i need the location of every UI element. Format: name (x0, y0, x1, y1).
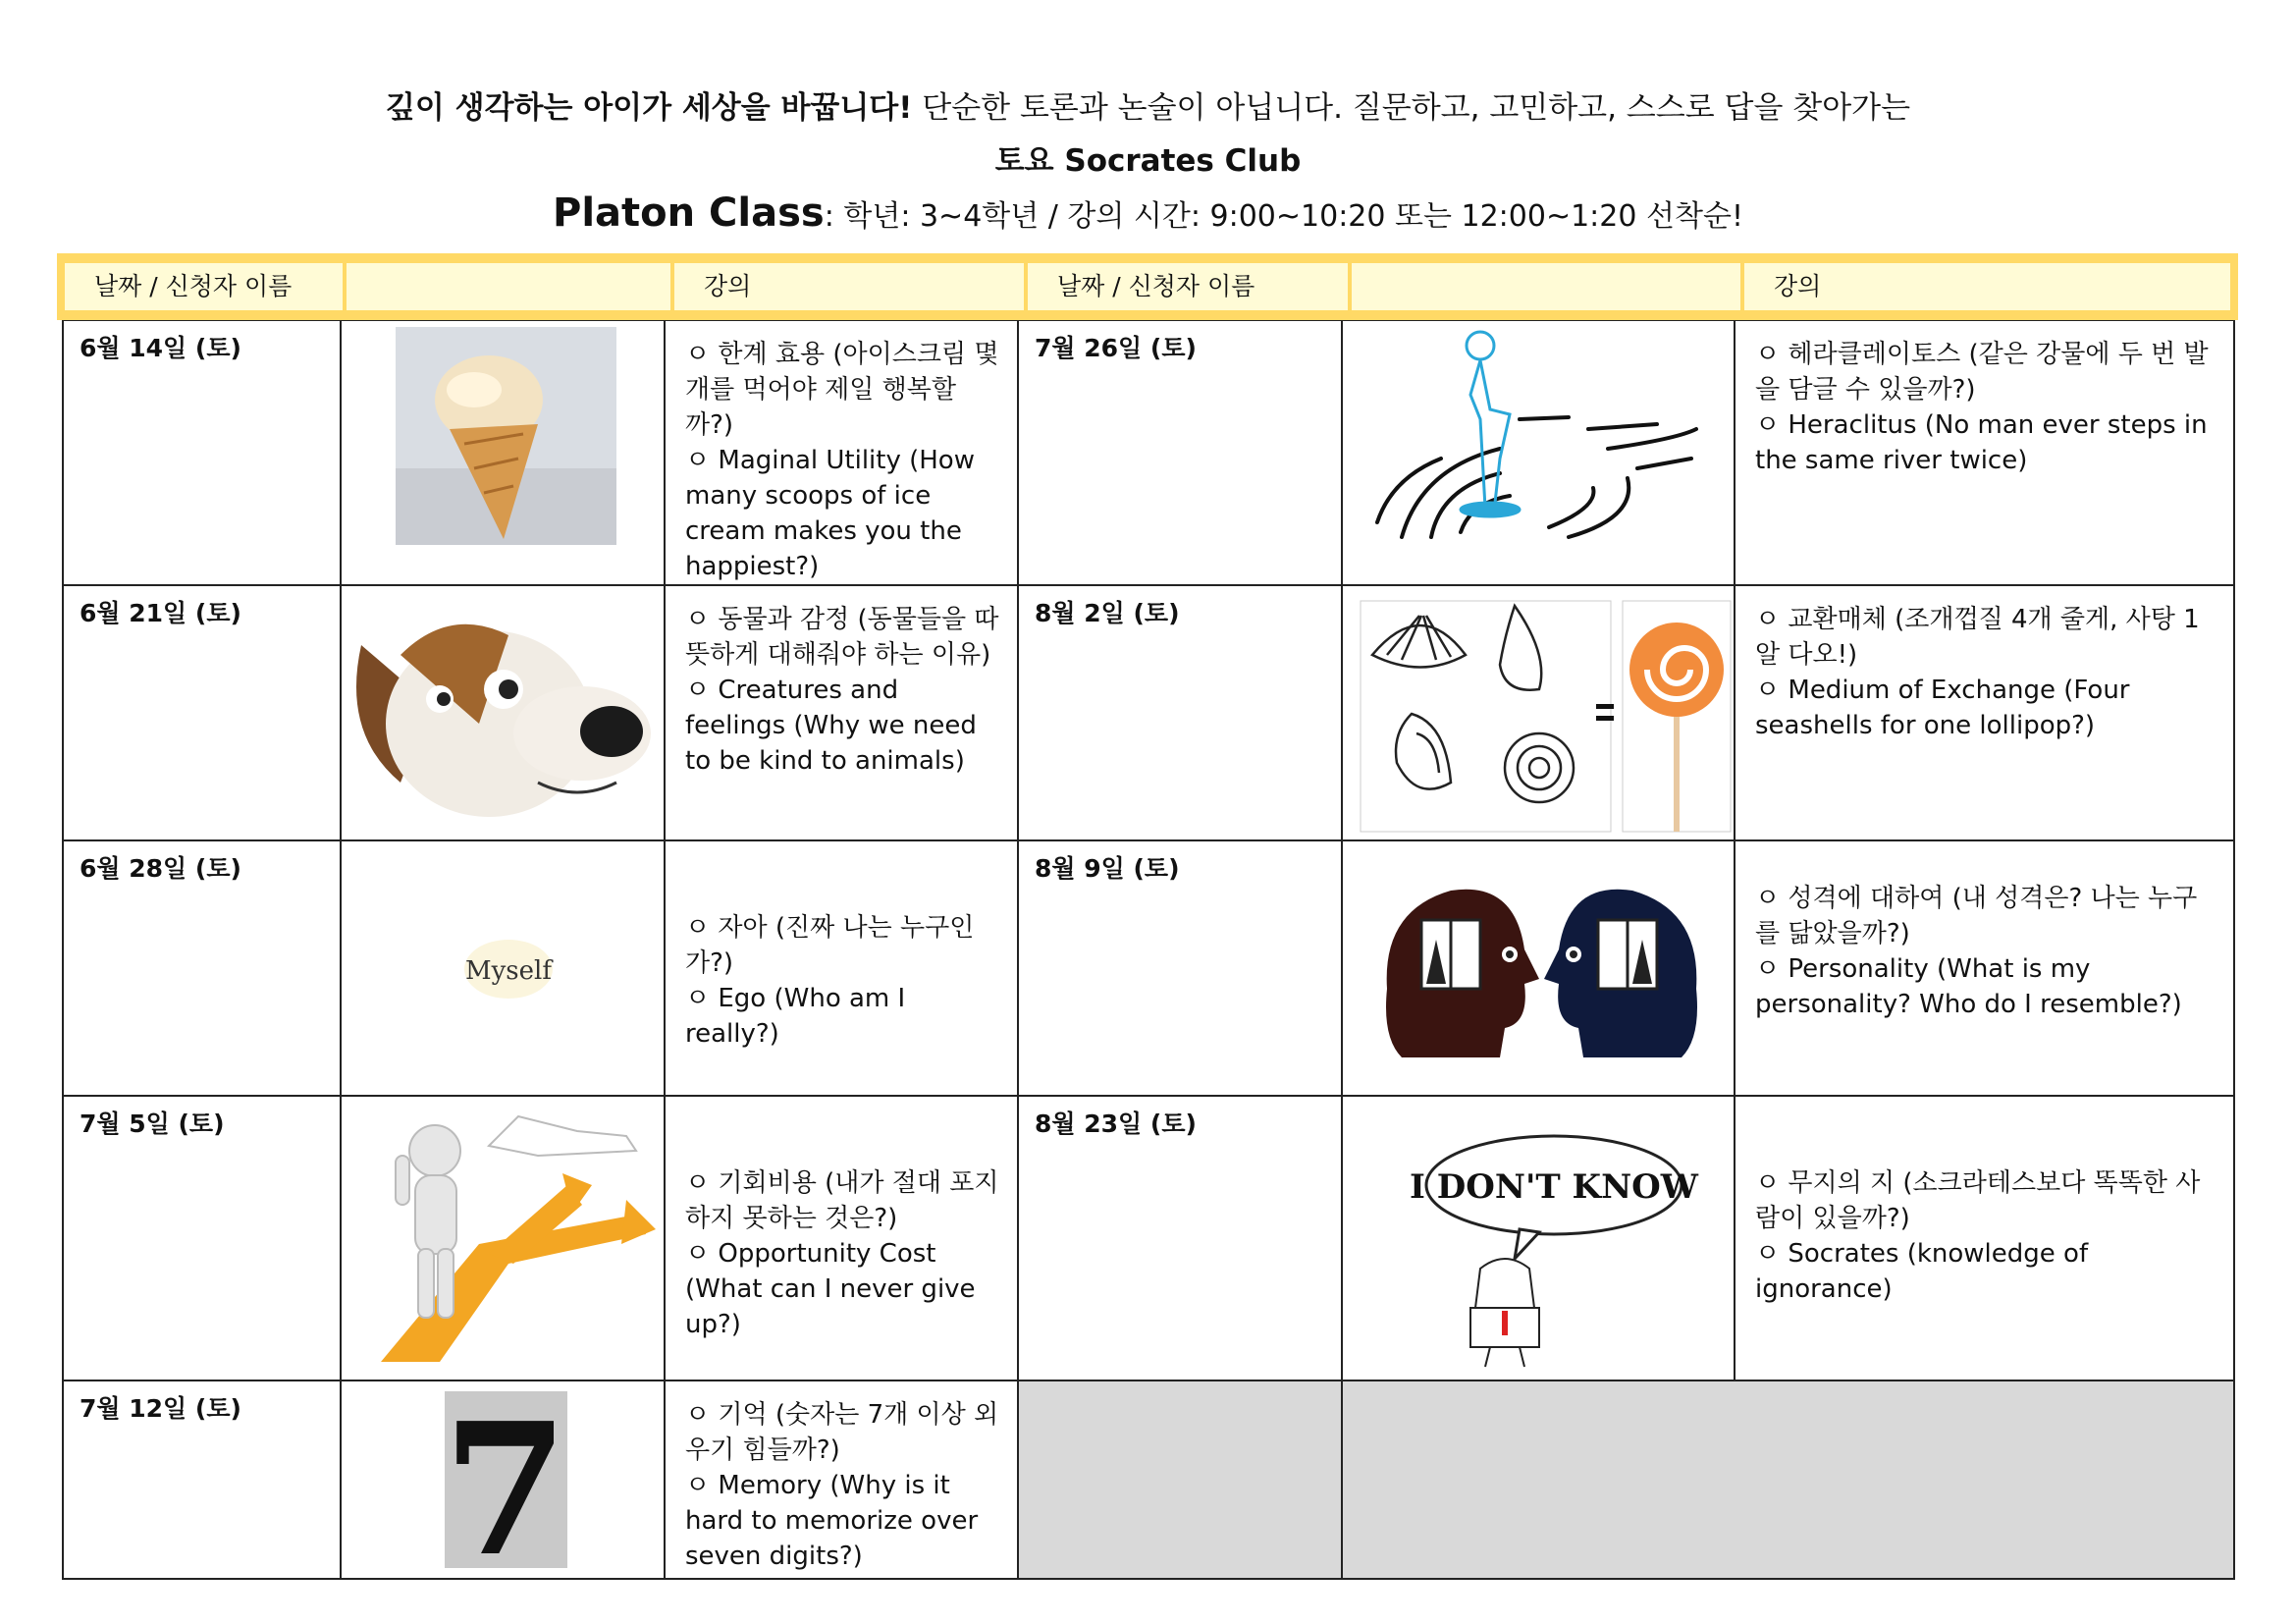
schedule-row (63, 840, 2234, 1096)
empty-date-cell (1018, 1380, 1342, 1579)
lecture-english: ㅇ Maginal Utility (How many scoops of ice cream makes you the happiest?) (685, 446, 975, 581)
date-cell[interactable]: 8월 23일 (토) (1018, 1096, 1342, 1380)
lecture-korean: ㅇ 기억 (숫자는 7개 이상 외우기 힘들까?) (685, 1400, 999, 1465)
header-lecture: 강의 (674, 263, 1024, 310)
number-seven-icon (341, 1380, 665, 1579)
lecture-english: ㅇ Heraclitus (No man ever steps in the same river twice) (1755, 410, 2208, 475)
date-cell[interactable]: 7월 26일 (토) (1018, 320, 1342, 585)
schedule-row (63, 320, 2234, 585)
header-image (347, 263, 670, 310)
lecture-korean: ㅇ 기회비용 (내가 절대 포지하지 못하는 것은?) (685, 1168, 999, 1233)
lecture-description (1735, 585, 2234, 840)
lecture-korean: ㅇ 성격에 대하여 (내 성격은? 나는 누구를 닮았을까?) (1755, 884, 2198, 948)
date-cell[interactable]: 8월 9일 (토) (1018, 840, 1342, 1096)
club-title: 토요 Socrates Club (994, 143, 1302, 179)
date-cell[interactable]: 6월 21일 (토) (63, 585, 341, 840)
date-cell[interactable]: 8월 2일 (토) (1018, 585, 1342, 840)
seven-text: 7 (442, 1382, 569, 1580)
lecture-description (665, 585, 1018, 840)
schedule-row (63, 585, 2234, 840)
lecture-korean: ㅇ 한계 효용 (아이스크림 몇 개를 먹어야 제일 행복할까?) (685, 340, 999, 440)
class-details: : 학년: 3~4학년 / 강의 시간: 9:00~10:20 또는 12:00~1:20 선착순! (824, 199, 1743, 234)
header-image-2 (1352, 263, 1740, 310)
lecture-description (1735, 840, 2234, 1096)
date-cell[interactable]: 7월 5일 (토) (63, 1096, 341, 1380)
class-name: Platon Class (553, 190, 825, 236)
ice-cream-cone-icon (341, 320, 665, 585)
lecture-korean: ㅇ 자아 (진짜 나는 누구인가?) (685, 913, 975, 978)
date-cell[interactable]: 7월 12일 (토) (63, 1380, 341, 1579)
class-info (0, 190, 2296, 236)
table-header (57, 253, 2238, 320)
intro-text: 단순한 토론과 논술이 아닙니다. 질문하고, 고민하고, 스스로 답을 찾아가는 (912, 90, 1911, 126)
lecture-description (665, 840, 1018, 1096)
lecture-korean: ㅇ 교환매체 (조개껍질 4개 줄게, 사탕 1알 다오!) (1755, 605, 2200, 670)
man-stepping-in-river-icon (1342, 320, 1735, 585)
header-date-2: 날짜 / 신청자 이름 (1028, 263, 1348, 310)
lecture-korean: ㅇ 헤라클레이토스 (같은 강물에 두 번 발을 담글 수 있을까?) (1755, 340, 2209, 405)
lecture-english: ㅇ Socrates (knowledge of ignorance) (1755, 1239, 2089, 1304)
lecture-description (665, 320, 1018, 585)
lecture-description (1735, 320, 2234, 585)
lecture-english: ㅇ Opportunity Cost (What can I never give up?) (685, 1239, 976, 1339)
lecture-english: ㅇ Medium of Exchange (Four seashells for one lollipop?) (1755, 676, 2130, 740)
myself-word-icon (341, 840, 665, 1096)
lecture-english: ㅇ Memory (Why is it hard to memorize over seven digits?) (685, 1471, 979, 1571)
figure-at-crossroads-icon (341, 1096, 665, 1380)
lecture-description (1735, 1096, 2234, 1380)
lecture-english: ㅇ Ego (Who am I really?) (685, 984, 906, 1049)
lecture-description (665, 1096, 1018, 1380)
lecture-english: ㅇ Personality (What is my personality? Who do I resemble?) (1755, 954, 2182, 1019)
lecture-description (665, 1380, 1018, 1579)
header-lecture-2: 강의 (1744, 263, 2230, 310)
lecture-english: ㅇ Creatures and feelings (Why we need to be kind to animals) (685, 676, 977, 776)
schedule-row (63, 1096, 2234, 1380)
empty-lecture-cell (1342, 1380, 2234, 1579)
intro-line (0, 82, 2296, 127)
lecture-korean: ㅇ 동물과 감정 (동물들을 따뜻하게 대해줘야 하는 이유) (685, 605, 999, 670)
seashells-equals-lollipop-icon (1342, 585, 1735, 840)
myself-text: Myself (465, 956, 552, 986)
lecture-korean: ㅇ 무지의 지 (소크라테스보다 똑똑한 사람이 있을까?) (1755, 1168, 2201, 1233)
header-date: 날짜 / 신청자 이름 (65, 263, 343, 310)
i-dont-know-bubble-icon (1342, 1096, 1735, 1380)
schedule-table (62, 253, 2235, 1580)
intro-slogan: 깊이 생각하는 아이가 세상을 바꿉니다! (385, 90, 913, 126)
dog-face-icon (341, 585, 665, 840)
two-heads-personality-icon (1342, 840, 1735, 1096)
schedule-row (63, 1380, 2234, 1579)
bubble-text: I DON'T KNOW (1410, 1167, 1698, 1207)
date-cell[interactable]: 6월 28일 (토) (63, 840, 341, 1096)
date-cell[interactable]: 6월 14일 (토) (63, 320, 341, 585)
